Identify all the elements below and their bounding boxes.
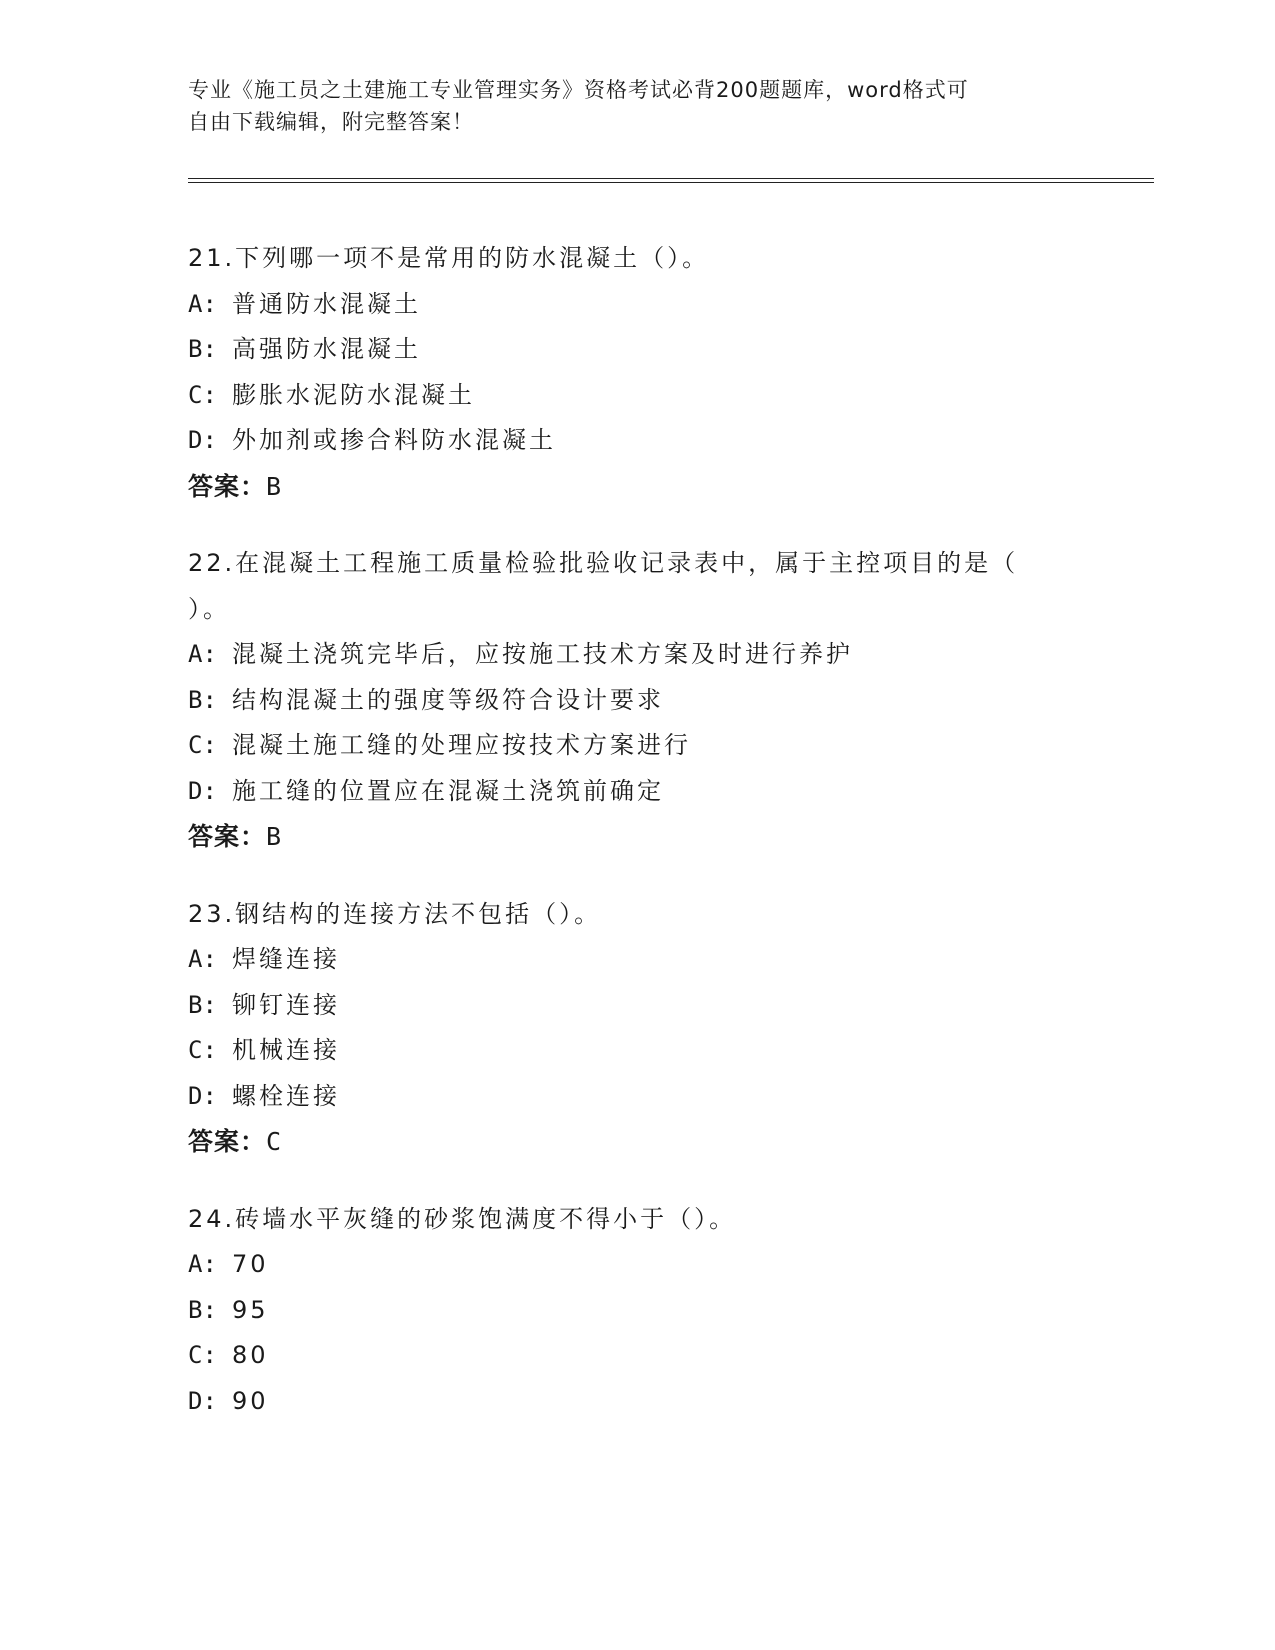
question-stem — [188, 236, 1088, 282]
question-stem-line: 21.下列哪一项不是常用的防水混凝土（）。 — [188, 244, 710, 272]
answer-option — [188, 1333, 1088, 1379]
option-key: C: — [188, 731, 217, 759]
question-stem-line: ）。 — [188, 594, 230, 623]
answer-option — [188, 678, 1088, 724]
header-divider-bottom — [188, 182, 1154, 183]
option-key: B: — [188, 335, 217, 363]
option-key: B: — [188, 1295, 217, 1324]
option-text: 结构混凝土的强度等级符合设计要求 — [232, 685, 664, 714]
answer-line — [188, 1119, 1088, 1165]
option-key: D: — [188, 1081, 217, 1110]
answer-value: B — [266, 822, 283, 851]
answer-line — [188, 464, 1088, 510]
question-stem-line: 24.砖墙水平灰缝的砂浆饱满度不得小于（）。 — [188, 1204, 737, 1233]
option-text: 螺栓连接 — [232, 1081, 340, 1110]
question-stem-line: 23.钢结构的连接方法不包括（）。 — [188, 899, 602, 928]
option-text: 机械连接 — [232, 1036, 340, 1064]
option-text: 普通防水混凝土 — [232, 289, 421, 318]
answer-option — [188, 418, 1088, 464]
question-stem — [188, 892, 1088, 938]
question-item — [188, 892, 1088, 1165]
question-item — [188, 541, 1088, 860]
answer-option — [188, 1379, 1088, 1425]
option-key: A: — [188, 289, 217, 318]
header-divider-top — [188, 178, 1154, 179]
question-stem-line: 22.在混凝土工程施工质量检验批验收记录表中，属于主控项目的是（ — [188, 549, 1019, 577]
option-text: 80 — [232, 1341, 269, 1369]
option-key: D: — [188, 1386, 217, 1415]
option-key: A: — [188, 945, 217, 973]
answer-option — [188, 632, 1088, 678]
option-text: 膨胀水泥防水混凝土 — [232, 380, 475, 409]
answer-option — [188, 327, 1088, 373]
answer-option — [188, 937, 1088, 983]
option-key: D: — [188, 426, 217, 454]
answer-label: 答案： — [188, 1127, 267, 1156]
question-list — [188, 236, 1088, 1456]
header-title-line-1: 专业《施工员之土建施工专业管理实务》资格考试必背200题题库，word格式可 — [188, 78, 969, 102]
answer-value: B — [266, 471, 283, 501]
answer-option — [188, 373, 1088, 419]
answer-option — [188, 1288, 1088, 1334]
option-text: 高强防水混凝土 — [232, 335, 421, 363]
answer-option — [188, 769, 1088, 815]
answer-value: C — [266, 1127, 283, 1156]
answer-option — [188, 723, 1088, 769]
option-key: C: — [188, 380, 217, 409]
answer-label: 答案： — [188, 822, 267, 851]
answer-label: 答案： — [188, 471, 267, 501]
option-text: 90 — [232, 1386, 269, 1415]
question-stem — [188, 541, 1088, 632]
option-key: C: — [188, 1036, 217, 1064]
option-text: 外加剂或掺合料防水混凝土 — [232, 426, 556, 454]
option-text: 混凝土浇筑完毕后，应按施工技术方案及时进行养护 — [232, 640, 853, 668]
option-key: D: — [188, 776, 217, 805]
option-text: 铆钉连接 — [232, 990, 340, 1019]
answer-line — [188, 814, 1088, 860]
option-key: C: — [188, 1341, 217, 1369]
answer-option — [188, 983, 1088, 1029]
answer-option — [188, 1028, 1088, 1074]
answer-option — [188, 1074, 1088, 1120]
question-item — [188, 236, 1088, 509]
header-title-line-2: 自由下载编辑，附完整答案！ — [188, 110, 474, 134]
option-key: A: — [188, 640, 217, 668]
option-text: 焊缝连接 — [232, 945, 340, 973]
question-stem — [188, 1197, 1088, 1243]
question-item — [188, 1197, 1088, 1425]
option-key: A: — [188, 1250, 217, 1278]
option-text: 95 — [232, 1295, 269, 1324]
option-key: B: — [188, 685, 217, 714]
option-text: 70 — [232, 1250, 269, 1278]
document-header — [188, 74, 1068, 138]
option-text: 混凝土施工缝的处理应按技术方案进行 — [232, 731, 691, 759]
answer-option — [188, 282, 1088, 328]
option-text: 施工缝的位置应在混凝土浇筑前确定 — [232, 776, 664, 805]
answer-option — [188, 1242, 1088, 1288]
option-key: B: — [188, 990, 217, 1019]
